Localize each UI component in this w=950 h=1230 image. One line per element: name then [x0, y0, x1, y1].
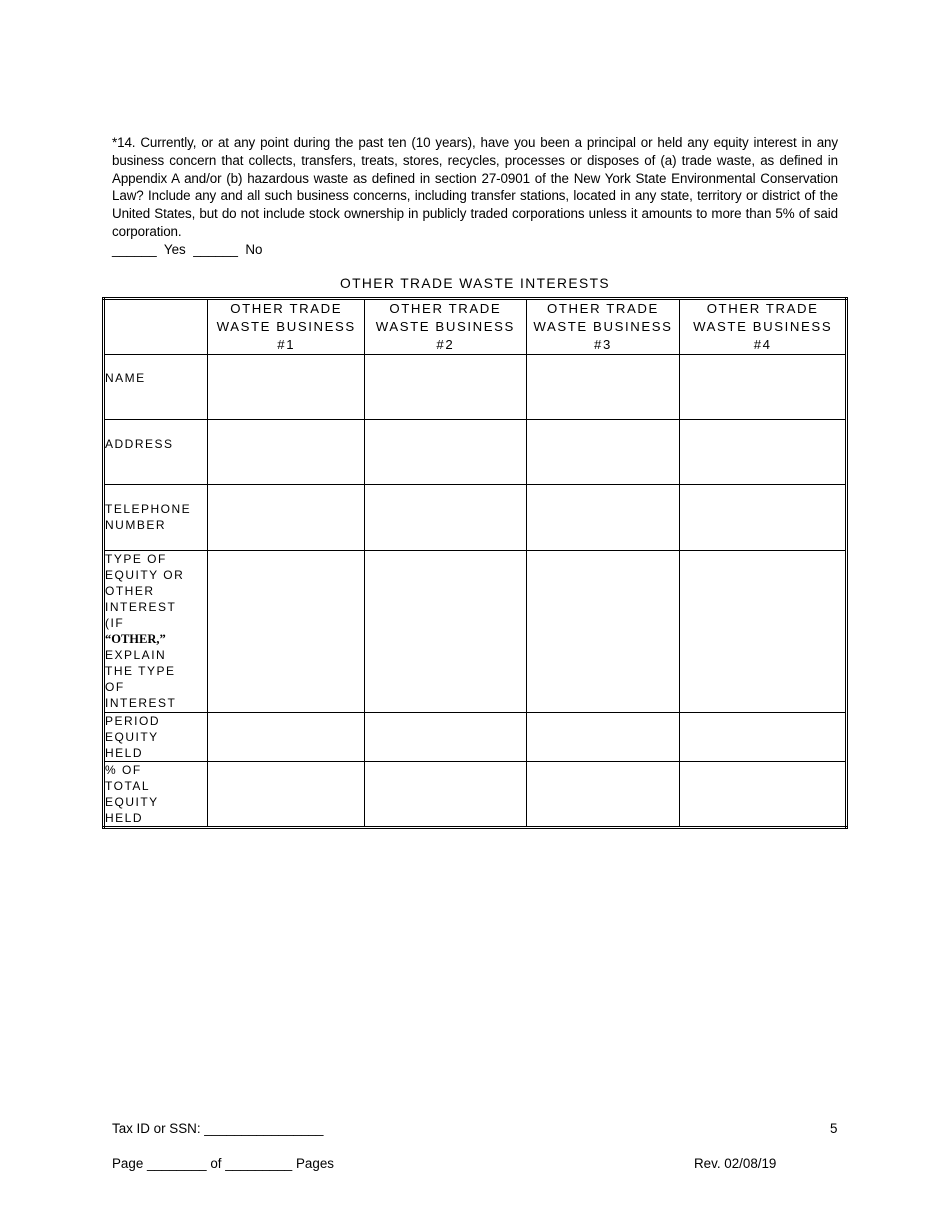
- address-cell-4[interactable]: [680, 420, 847, 485]
- row-address: [104, 420, 847, 485]
- percent-cell-1[interactable]: [208, 762, 365, 828]
- period-cell-2[interactable]: [365, 713, 527, 762]
- header-row: [104, 299, 847, 355]
- of-blank[interactable]: _________: [225, 1156, 293, 1171]
- period-cell-4[interactable]: [680, 713, 847, 762]
- row-telephone: [104, 485, 847, 551]
- row-percent-total-equity: [104, 762, 847, 828]
- question-14-text: *14. Currently, or at any point during the past ten (10 years), have you been a principal or held any equity interest in any business concern that collects, transfers, treats, stores, recycles, processes or disposes of (a) trade waste, as defined in Appendix A and/or (b) hazardous waste as defined in section 27-0901 of the New York State Environmental Conservation Law? Include any and all such business concerns, including transfer stations, located in any state, territory or district of the United States, but do not include stock ownership in publicly traded corporations unless it amounts to more than 5% of said corporation.: [112, 135, 838, 239]
- telephone-cell-2[interactable]: [365, 485, 527, 551]
- of-label: of: [210, 1156, 222, 1171]
- telephone-cell-3[interactable]: [526, 485, 680, 551]
- yes-label: Yes: [163, 242, 186, 257]
- page-count-line: [112, 1155, 334, 1173]
- row-type-of-interest: [104, 551, 847, 713]
- type-cell-4[interactable]: [680, 551, 847, 713]
- name-cell-3[interactable]: [526, 355, 680, 420]
- type-cell-3[interactable]: [526, 551, 680, 713]
- pages-label: Pages: [296, 1156, 334, 1171]
- tax-id-line: [112, 1120, 323, 1138]
- type-cell-1[interactable]: [208, 551, 365, 713]
- row-label-telephone: TELEPHONE NUMBER: [104, 485, 208, 551]
- percent-cell-3[interactable]: [526, 762, 680, 828]
- period-cell-1[interactable]: [208, 713, 365, 762]
- row-label-name: NAME: [104, 355, 208, 420]
- name-cell-2[interactable]: [365, 355, 527, 420]
- revision-date: Rev. 02/08/19: [694, 1156, 777, 1171]
- address-cell-3[interactable]: [526, 420, 680, 485]
- column-header-business-2: OTHER TRADE WASTE BUSINESS #2: [365, 299, 527, 355]
- type-cell-2[interactable]: [365, 551, 527, 713]
- column-header-business-3: OTHER TRADE WASTE BUSINESS #3: [526, 299, 680, 355]
- table-title: OTHER TRADE WASTE INTERESTS: [339, 276, 611, 291]
- row-label-percent-total-equity: % OF TOTAL EQUITY HELD: [104, 762, 208, 828]
- no-blank[interactable]: ______: [193, 242, 238, 257]
- page-number: 5: [830, 1121, 838, 1136]
- page-blank[interactable]: ________: [147, 1156, 207, 1171]
- trade-waste-interests-table: [102, 297, 848, 829]
- address-cell-2[interactable]: [365, 420, 527, 485]
- row-label-period-equity-held: PERIOD EQUITY HELD: [104, 713, 208, 762]
- row-name: [104, 355, 847, 420]
- yes-blank[interactable]: ______: [112, 242, 157, 257]
- header-corner-cell: [104, 299, 208, 355]
- tax-id-blank[interactable]: ________________: [204, 1121, 324, 1136]
- percent-cell-2[interactable]: [365, 762, 527, 828]
- period-cell-3[interactable]: [526, 713, 680, 762]
- name-cell-1[interactable]: [208, 355, 365, 420]
- percent-cell-4[interactable]: [680, 762, 847, 828]
- telephone-cell-1[interactable]: [208, 485, 365, 551]
- column-header-business-1: OTHER TRADE WASTE BUSINESS #1: [208, 299, 365, 355]
- yes-no-answer: [112, 241, 262, 259]
- page-label: Page: [112, 1156, 144, 1171]
- row-label-address: ADDRESS: [104, 420, 208, 485]
- telephone-cell-4[interactable]: [680, 485, 847, 551]
- tax-id-label: Tax ID or SSN:: [112, 1121, 201, 1136]
- name-cell-4[interactable]: [680, 355, 847, 420]
- address-cell-1[interactable]: [208, 420, 365, 485]
- row-period-equity-held: [104, 713, 847, 762]
- no-label: No: [245, 242, 263, 257]
- column-header-business-4: OTHER TRADE WASTE BUSINESS #4: [680, 299, 847, 355]
- row-label-type-of-interest: TYPE OF EQUITY OR OTHER INTEREST (IF “OTHER,” EXPLAIN THE TYPE OF INTEREST: [104, 551, 208, 713]
